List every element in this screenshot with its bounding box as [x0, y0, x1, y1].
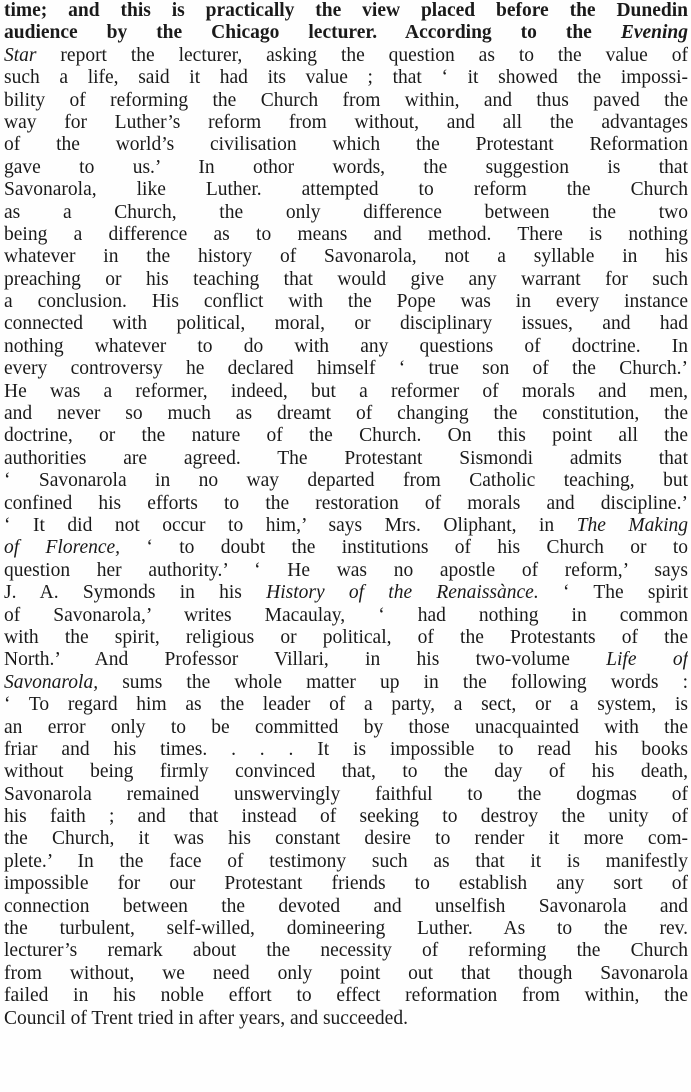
text-line — [4, 963, 688, 985]
text-segment: of Savonarola,’ writes Macaulay, ‘ had nothing in common — [4, 604, 688, 626]
text-segment: with the spirit, religious or political, of the Protestants of the — [4, 626, 688, 648]
text-segment: his faith ; and that instead of seeking to destroy the unity of — [4, 806, 688, 828]
text-line — [4, 381, 688, 403]
italic-text: Life of — [606, 649, 688, 671]
text-line — [4, 0, 688, 22]
text-segment: lecturer’s remark about the necessity of reforming the Church — [4, 940, 688, 962]
text-segment: ‘ The spirit — [538, 582, 688, 604]
text-segment: bility of reforming the Church from within, and thus paved the — [4, 89, 688, 111]
text-segment: friar and his times. . . . It is impossible to read his books — [4, 738, 688, 760]
text-line — [4, 896, 688, 918]
text-line — [4, 806, 688, 828]
text-line — [4, 761, 688, 783]
text-line — [4, 515, 688, 537]
text-line — [4, 582, 688, 604]
text-segment: question her authority.’ ‘ He was no apostle of reform,’ says — [4, 559, 688, 581]
text-segment: audience by the Chicago lecturer. According to the — [4, 22, 621, 44]
text-segment: every controversy he declared himself ‘ true son of the Church.’ — [4, 358, 688, 380]
text-line — [4, 313, 688, 335]
text-line — [4, 67, 688, 89]
text-line — [4, 291, 688, 313]
text-segment: and never so much as dreamt of changing the constitution, the — [4, 403, 688, 425]
text-line — [4, 246, 688, 268]
text-segment: being a difference as to means and method. There is nothing — [4, 223, 688, 245]
text-segment: doctrine, or the nature of the Church. On this point all the — [4, 425, 688, 447]
text-line — [4, 537, 688, 559]
text-segment: impossible for our Protestant friends to establish any sort of — [4, 873, 688, 895]
text-segment: ‘ Savonarola in no way departed from Catholic teaching, but — [4, 470, 688, 492]
text-line — [4, 828, 688, 850]
text-segment: North.’ And Professor Villari, in his two-volume — [4, 649, 607, 671]
text-segment: preaching or his teaching that would give any warrant for such — [4, 268, 688, 290]
text-segment: He was a reformer, indeed, but a reformer of morals and men, — [4, 380, 688, 402]
text-line — [4, 627, 688, 649]
text-line — [4, 22, 688, 44]
text-line — [4, 694, 688, 716]
text-line — [4, 493, 688, 515]
italic-text: History of the Renaissànce. — [266, 582, 539, 604]
text-segment: such a life, said it had its value ; that ‘ it showed the impossi- — [4, 67, 688, 89]
text-segment: of the world’s civilisation which the Protestant Reformation — [4, 134, 688, 156]
text-line — [4, 605, 688, 627]
text-line — [4, 45, 688, 67]
text-segment: connected with political, moral, or disciplinary issues, and had — [4, 313, 688, 335]
text-line — [4, 269, 688, 291]
text-line — [4, 90, 688, 112]
text-segment: ‘ It did not occur to him,’ says Mrs. Oliphant, in — [4, 514, 577, 536]
text-segment: confined his efforts to the restoration of morals and discipline.’ — [4, 492, 688, 514]
text-line — [4, 560, 688, 582]
text-line — [4, 1008, 688, 1030]
text-segment: Savonarola, like Luther. attempted to reform the Church — [4, 179, 688, 201]
text-segment: nothing whatever to do with any questions of doctrine. In — [4, 335, 688, 357]
text-line — [4, 202, 688, 224]
text-line — [4, 403, 688, 425]
text-line — [4, 672, 688, 694]
text-line — [4, 336, 688, 358]
text-segment: time; and this is practically the view placed before the Dunedin — [4, 0, 688, 21]
text-line — [4, 448, 688, 470]
text-line — [4, 940, 688, 962]
text-line — [4, 425, 688, 447]
text-line — [4, 224, 688, 246]
text-segment: connection between the devoted and unselfish Savonarola and — [4, 895, 688, 917]
italic-text: The Making — [576, 514, 688, 536]
text-line — [4, 649, 688, 671]
text-segment: a conclusion. His conflict with the Pope was in every instance — [4, 291, 688, 313]
text-line — [4, 470, 688, 492]
text-segment: Savonarola remained unswervingly faithful to the dogmas of — [4, 783, 688, 805]
text-line — [4, 739, 688, 761]
text-segment: way for Luther’s reform from without, and all the advantages — [4, 111, 688, 133]
text-line — [4, 179, 688, 201]
italic-text: Savonarola, — [4, 671, 99, 693]
text-segment: as a Church, the only difference between the two — [4, 201, 688, 223]
text-segment: ‘ to doubt the institutions of his Church or to — [120, 537, 688, 559]
text-line — [4, 112, 688, 134]
text-segment: the Church, it was his constant desire to render it more com- — [4, 828, 688, 850]
text-line — [4, 918, 688, 940]
text-segment: the turbulent, self-willed, domineering Luther. As to the rev. — [4, 918, 688, 940]
text-line — [4, 157, 688, 179]
text-line — [4, 851, 688, 873]
text-segment: from without, we need only point out that though Savonarola — [4, 962, 688, 984]
text-line — [4, 873, 688, 895]
text-segment: an error only to be committed by those unacquainted with the — [4, 716, 688, 738]
text-segment: authorities are agreed. The Protestant Sismondi admits that — [4, 447, 688, 469]
body-text — [4, 0, 688, 1030]
text-segment: whatever in the history of Savonarola, not a syllable in his — [4, 246, 688, 268]
text-segment: Council of Trent tried in after years, and succeeded. — [4, 1007, 408, 1029]
text-segment: ‘ To regard him as the leader of a party, a sect, or a system, is — [4, 694, 688, 716]
text-line — [4, 784, 688, 806]
italic-text: Evening — [620, 22, 688, 44]
text-segment: plete.’ In the face of testimony such as that it is manifestly — [4, 850, 688, 872]
italic-text: of Florence, — [4, 537, 121, 559]
text-segment: sums the whole matter up in the following words : — [98, 671, 688, 693]
text-segment: report the lecturer, asking the question as to the value of — [36, 44, 688, 66]
text-line — [4, 717, 688, 739]
text-segment: gave to us.’ In othor words, the suggestion is that — [4, 156, 688, 178]
text-segment: J. A. Symonds in his — [4, 582, 267, 604]
text-segment: failed in his noble effort to effect reformation from within, the — [4, 985, 688, 1007]
text-segment: without being firmly convinced that, to the day of his death, — [4, 761, 688, 783]
text-line — [4, 358, 688, 380]
text-line — [4, 985, 688, 1007]
text-line — [4, 134, 688, 156]
italic-text: Star — [4, 44, 37, 66]
